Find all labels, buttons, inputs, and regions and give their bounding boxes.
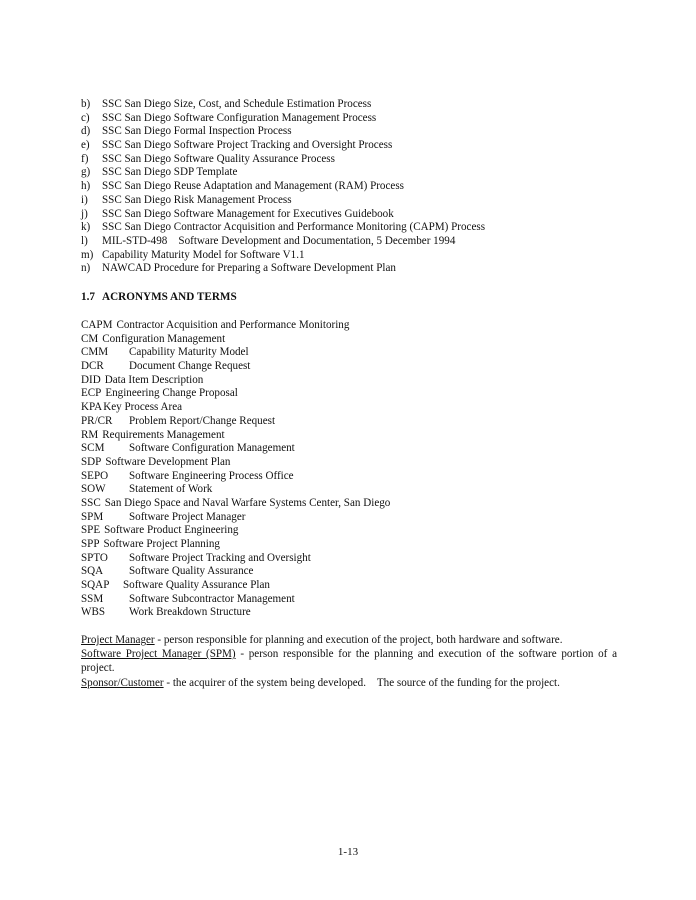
acronym-entry [81,387,641,401]
reference-item [81,249,641,263]
acronym-term: Configuration Management [102,332,226,345]
acronym-entry [81,579,641,593]
acronym-abbr: PR/CR [81,414,113,427]
acronym-term: Software Product Engineering [104,524,239,537]
definition-text: - the acquirer of the system being developed. The source of the funding for the project. [163,676,560,689]
acronym-entry [81,346,641,360]
acronym-entry [81,470,641,484]
acronym-abbr: SQAP [81,579,110,592]
reference-item [81,262,641,276]
acronym-entry [81,429,641,443]
reference-list [81,98,641,276]
acronym-entry [81,565,641,579]
reference-text: SSC San Diego Software Management for Executives Guidebook [102,207,394,220]
acronym-abbr: SEPO [81,469,109,482]
reference-text: SSC San Diego SDP Template [102,166,238,179]
reference-text: NAWCAD Procedure for Preparing a Software Development Plan [102,262,396,275]
reference-item [81,235,641,249]
acronym-abbr: SSM [81,592,104,605]
acronym-term: Statement of Work [129,483,213,496]
reference-item [81,180,641,194]
acronym-term: San Diego Space and Naval Warfare Systems Center, San Diego [104,496,391,509]
page-number: 1-13 [337,846,359,858]
section-number: 1.7 [81,291,95,303]
definition-paragraph [81,676,561,690]
acronym-list [81,319,641,620]
acronym-term: Software Quality Assurance [129,565,254,578]
definition-paragraph [81,647,617,675]
reference-letter: e) [81,139,90,152]
acronym-abbr: DCR [81,360,104,373]
acronym-term: Software Subcontractor Management [129,592,295,605]
reference-letter: i) [81,193,88,206]
reference-letter: c) [81,111,90,124]
acronym-term: Problem Report/Change Request [129,414,276,427]
definition-term: Sponsor/Customer [81,676,164,689]
reference-text: SSC San Diego Software Configuration Management Process [102,111,377,124]
acronym-abbr: SPP [81,538,100,550]
reference-item [81,112,641,126]
acronym-abbr: RM [81,428,99,441]
acronym-abbr: CM [81,332,99,345]
reference-text: SSC San Diego Reuse Adaptation and Management (RAM) Process [102,180,404,193]
reference-text: SSC San Diego Formal Inspection Process [102,125,292,138]
definition-term: Project Manager [81,634,155,646]
reference-item [81,194,641,208]
acronym-entry [81,374,641,388]
reference-item [81,125,641,139]
definition-paragraph [81,633,617,647]
acronym-entry [81,415,641,429]
reference-text: SSC San Diego Software Quality Assurance Process [102,152,335,165]
acronym-abbr: SQA [81,565,104,578]
acronym-term: Engineering Change Proposal [105,387,238,400]
acronym-term: Contractor Acquisition and Performance Monitoring [116,319,350,331]
reference-letter: m) [81,248,94,261]
acronym-term: Software Engineering Process Office [129,469,294,482]
acronym-term: Capability Maturity Model [129,346,249,359]
section-title: ACRONYMS AND TERMS [102,291,237,303]
acronym-term: Data Item Description [104,373,204,386]
reference-item [81,98,641,112]
reference-text: SSC San Diego Risk Management Process [102,193,292,206]
reference-text: SSC San Diego Contractor Acquisition and Performance Monitoring (CAPM) Process [102,221,486,234]
reference-letter: d) [81,125,91,138]
acronym-abbr: WBS [81,606,106,619]
acronym-term: Software Project Tracking and Oversight [129,551,311,564]
acronym-entry [81,442,641,456]
acronym-term: Software Project Manager [129,510,246,523]
acronym-term: Software Project Planning [103,538,220,550]
section-heading [81,291,237,303]
reference-letter: f) [81,152,89,165]
reference-item [81,153,641,167]
reference-letter: b) [81,98,91,110]
definition-text: - person responsible for the planning and execution of the software portion of a project. [81,648,618,675]
acronym-entry [81,360,641,374]
acronym-abbr: KPA [81,401,103,414]
acronym-abbr: CMM [81,346,109,359]
reference-letter: j) [81,207,88,220]
acronym-term: Software Development Plan [105,455,231,468]
acronym-entry [81,552,641,566]
reference-letter: l) [81,234,88,247]
definition-text: - person responsible for planning and execution of the project, both hardware and software. [154,634,563,646]
acronym-entry [81,606,641,620]
definitions [81,633,617,690]
acronym-term: Software Quality Assurance Plan [123,579,270,592]
reference-item [81,139,641,153]
reference-text: MIL-STD-498 Software Development and Documentation, 5 December 1994 [102,234,456,247]
acronym-entry [81,497,641,511]
acronym-abbr: SPTO [81,551,108,564]
acronym-abbr: SPE [81,524,101,537]
acronym-entry [81,593,641,607]
reference-text: SSC San Diego Software Project Tracking and Oversight Process [102,139,393,152]
reference-text: Capability Maturity Model for Software V1.1 [102,248,305,261]
acronym-abbr: SCM [81,442,105,455]
acronym-entry [81,401,641,415]
acronym-abbr: DID [81,373,101,386]
reference-item [81,208,641,222]
reference-letter: k) [81,221,91,234]
acronym-term: Key Process Area [103,401,183,414]
reference-text: SSC San Diego Size, Cost, and Schedule Estimation Process [102,98,372,110]
acronym-entry [81,524,641,538]
acronym-abbr: SOW [81,483,106,496]
acronym-term: Requirements Management [102,428,225,441]
acronym-entry [81,456,641,470]
acronym-term: Work Breakdown Structure [129,606,251,619]
acronym-entry [81,319,641,333]
reference-item [81,221,641,235]
reference-letter: n) [81,262,91,275]
reference-item [81,166,641,180]
acronym-entry [81,483,641,497]
acronym-abbr: CAPM [81,319,113,331]
acronym-entry [81,538,641,552]
acronym-abbr: ECP [81,387,102,400]
acronym-abbr: SSC [81,496,101,509]
acronym-abbr: SDP [81,455,102,468]
acronym-abbr: SPM [81,510,104,523]
acronym-entry [81,511,641,525]
reference-letter: g) [81,166,91,179]
reference-letter: h) [81,180,91,193]
acronym-term: Document Change Request [129,360,251,373]
acronym-entry [81,333,641,347]
acronym-term: Software Configuration Management [129,442,295,455]
definition-term: Software Project Manager (SPM) [81,648,236,661]
